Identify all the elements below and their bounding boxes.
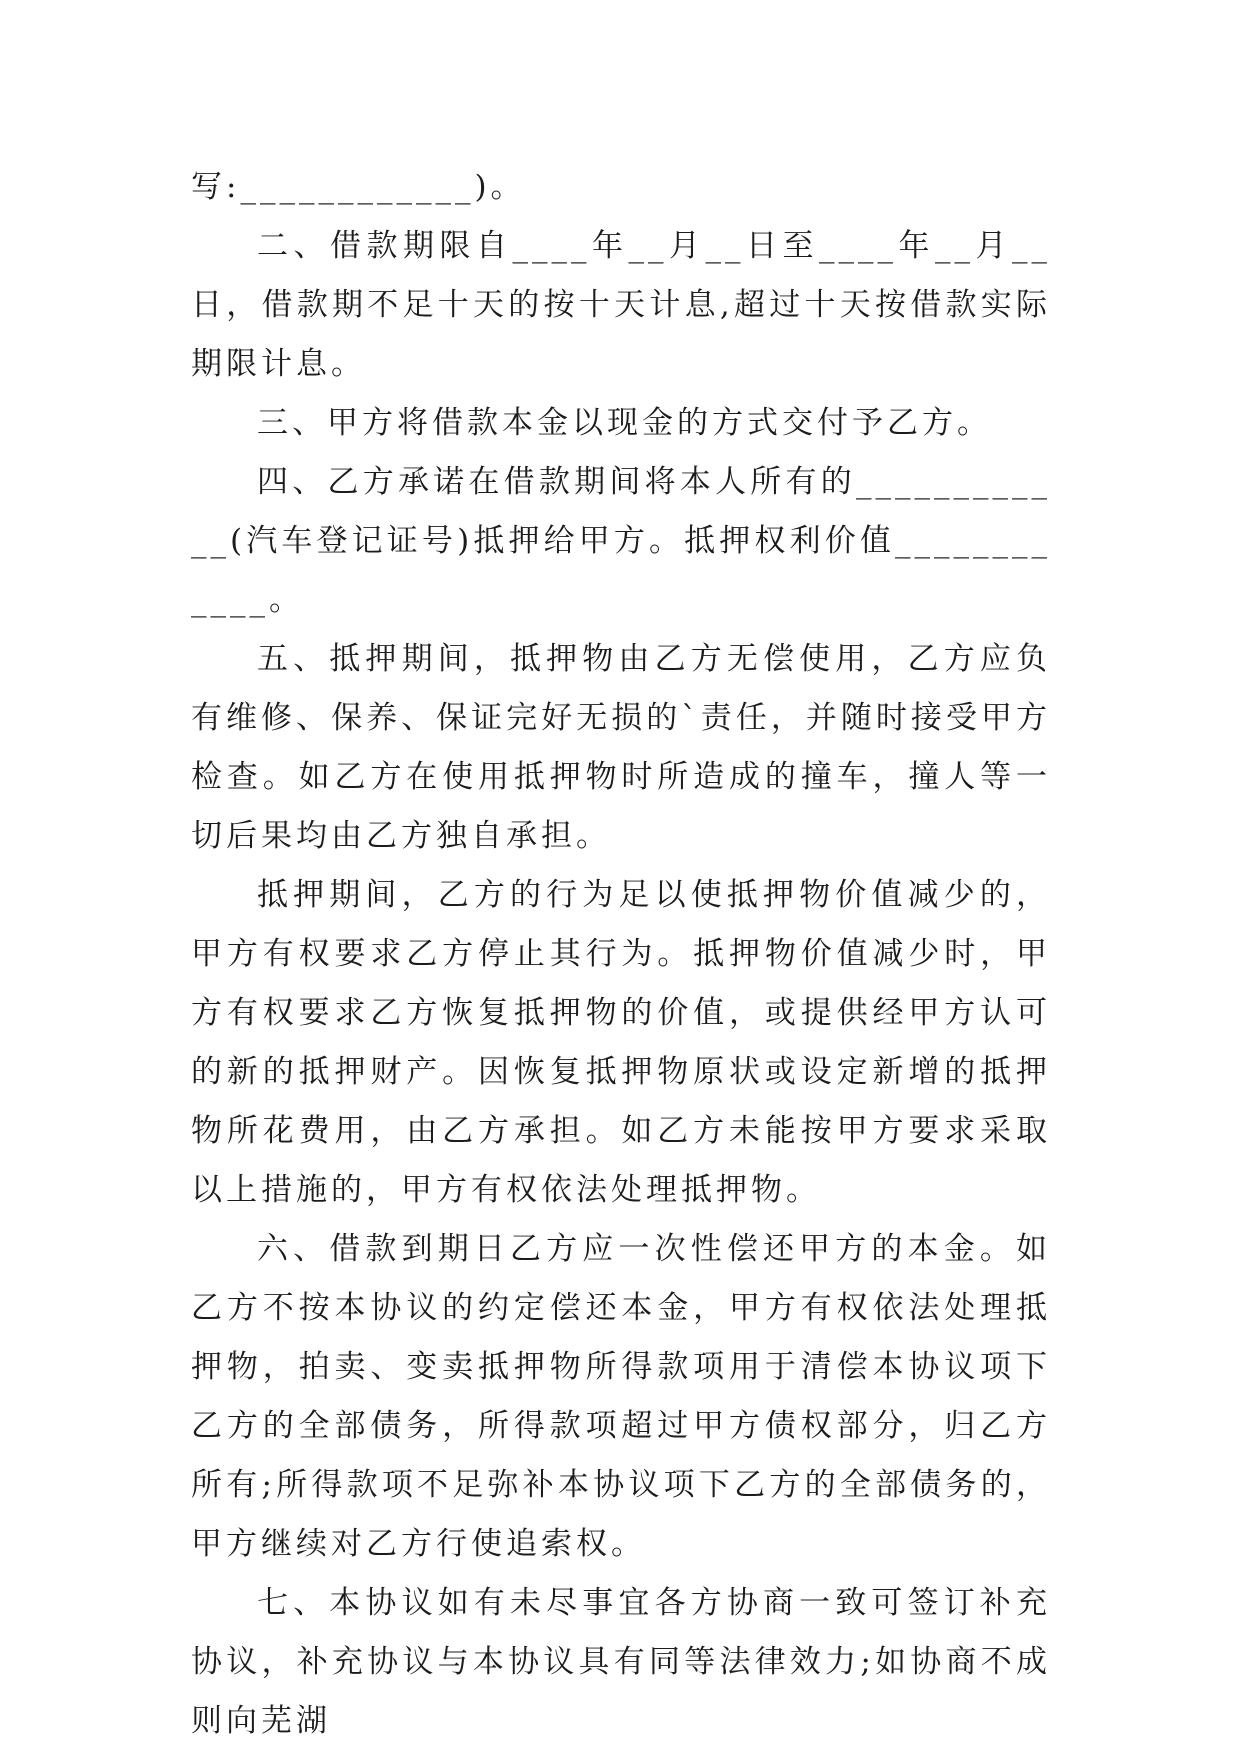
paragraph-clause-2-loan-term: 二、借款期限自____年__月__日至____年__月__日，借款期不足十天的按十天计息,超过十天按借款实际期限计息。 bbox=[191, 228, 1051, 382]
paragraph-clause-7-supplement: 七、本协议如有未尽事宜各方协商一致可签订补充协议，补充协议与本协议具有同等法律效力;如协商不成则向芜湖 bbox=[191, 1585, 1051, 1739]
document-body bbox=[191, 158, 1051, 1751]
paragraph-clause-6-repayment: 六、借款到期日乙方应一次性偿还甲方的本金。如乙方不按本协议的约定偿还本金，甲方有权依法处理抵押物，拍卖、变卖抵押物所得款项用于清偿本协议项下乙方的全部债务，所得款项超过甲方债权部分，归乙方所有;所得款项不足弥补本协议项下乙方的全部债务的，甲方继续对乙方行使追索权。 bbox=[191, 1231, 1051, 1562]
paragraph-clause-5-value-reduction: 抵押期间，乙方的行为足以使抵押物价值减少的，甲方有权要求乙方停止其行为。抵押物价值减少时，甲方有权要求乙方恢复抵押物的价值，或提供经甲方认可的新的抵押财产。因恢复抵押物原状或设定新增的抵押物所花费用，由乙方承担。如乙方未能按甲方要求采取以上措施的，甲方有权依法处理抵押物。 bbox=[191, 877, 1051, 1208]
paragraph-clause-4-collateral: 四、乙方承诺在借款期间将本人所有的____________(汽车登记证号)抵押给甲方。抵押权利价值____________。 bbox=[191, 464, 1051, 618]
paragraph-clause-5-collateral-use: 五、抵押期间，抵押物由乙方无偿使用，乙方应负有维修、保养、保证完好无损的`责任，并随时接受甲方检查。如乙方在使用抵押物时所造成的撞车，撞人等一切后果均由乙方独自承担。 bbox=[191, 641, 1051, 854]
paragraph-amount-uppercase-continuation: 写:____________)。 bbox=[191, 169, 526, 205]
paragraph-clause-3-delivery: 三、甲方将借款本金以现金的方式交付予乙方。 bbox=[257, 405, 992, 441]
